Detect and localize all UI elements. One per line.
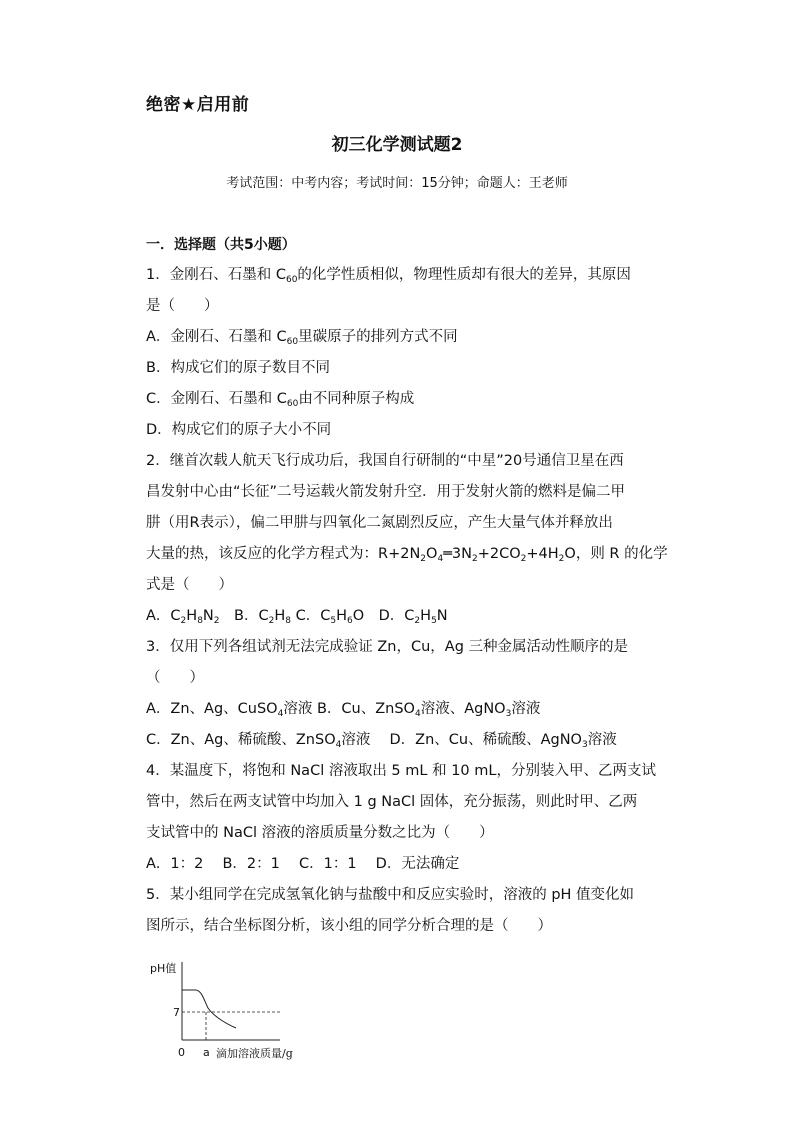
q2-stem-line2: 昌发射中心由“长征”二号运载火箭发射升空．用于发射火箭的燃料是偏二甲 — [146, 484, 626, 500]
origin-label: 0 — [178, 1046, 185, 1059]
q5-stem-line1: 5．某小组同学在完成氢氧化钠与盐酸中和反应实验时，溶液的 pH 值变化如 — [146, 887, 635, 903]
q5-stem-line2: 图所示，结合坐标图分析，该小组的同学分析合理的是（ ） — [146, 918, 552, 934]
q2-stem-line5: 式是（ ） — [146, 577, 233, 593]
q4-options: A．1：2 B．2：1 C．1：1 D．无法确定 — [146, 856, 460, 872]
q2-stem-line4: 大量的热，该反应的化学方程式为：$R+2N_2O_4═3N_2+2CO_2+4H_2O$，则 R 的化学 — [146, 546, 668, 564]
exam-title: 初三化学测试题2 — [331, 135, 463, 155]
secret-label: 绝密★启用前 — [146, 95, 250, 115]
q4-stem-line2: 管中，然后在两支试管中均加入 1 g NaCl 固体，充分振荡，则此时甲、乙两 — [146, 794, 638, 810]
q1-option-a: A．金刚石、石墨和 $C_{60}$里碳原子的排列方式不同 — [146, 329, 458, 347]
q4-stem-line1: 4．某温度下，将饱和 NaCl 溶液取出 5 mL 和 10 mL，分别装入甲、乙两支试 — [146, 763, 656, 779]
q2-stem-line1: 2．继首次载人航天飞行成功后，我国自行研制的“中星”20号通信卫星在西 — [146, 453, 624, 469]
q1-stem-line2: 是（ ） — [146, 298, 219, 314]
q1-stem-line1: 1．金刚石、石墨和 $C_{60}$的化学性质相似，物理性质却有很大的差异，其原因 — [146, 267, 631, 285]
q3-options-ab: A．Zn、Ag、CuSO$_4$溶液 B．Cu、ZnSO$_4$溶液、AgNO$_3$溶液 — [146, 701, 541, 719]
q1-option-c: C．金刚石、石墨和 $C_{60}$由不同种原子构成 — [146, 391, 415, 409]
question-list — [146, 260, 686, 942]
exam-subtitle: 考试范围：中考内容；考试时间：15分钟；命题人：王老师 — [226, 176, 568, 191]
ph-curve — [182, 990, 236, 1028]
q1-option-d: D．构成它们的原子大小不同 — [146, 422, 332, 438]
x-tick-a: a — [203, 1046, 210, 1059]
q3-stem-line1: 3．仅用下列各组试剂无法完成验证 Zn，Cu，Ag 三种金属活动性顺序的是 — [146, 639, 629, 655]
q3-stem-line2: （ ） — [146, 670, 204, 686]
q3-options-cd: C．Zn、Ag、稀硫酸、ZnSO$_4$溶液 D．Zn、Cu、稀硫酸、AgNO$_3$溶液 — [146, 732, 617, 750]
q2-stem-line3: 肼（用R表示），偏二甲肼与四氧化二氮剧烈反应，产生大量气体并释放出 — [146, 515, 613, 531]
q4-stem-line3: 支试管中的 NaCl 溶液的溶质质量分数之比为（ ） — [146, 825, 494, 841]
y-axis-label: pH值 — [150, 962, 177, 975]
q2-options: A．$C_2H_8N_2$ B．$C_2H_8$ C．$C_5H_6O$ D．$C_2H_5N$ — [146, 608, 448, 626]
x-axis-label: 滴加溶液质量/g — [216, 1047, 293, 1060]
ph-graph — [146, 956, 326, 1066]
y-tick-7: 7 — [173, 1006, 180, 1019]
section-title: 一．选择题（共5小题） — [146, 237, 296, 253]
q1-option-b: B．构成它们的原子数目不同 — [146, 360, 330, 376]
